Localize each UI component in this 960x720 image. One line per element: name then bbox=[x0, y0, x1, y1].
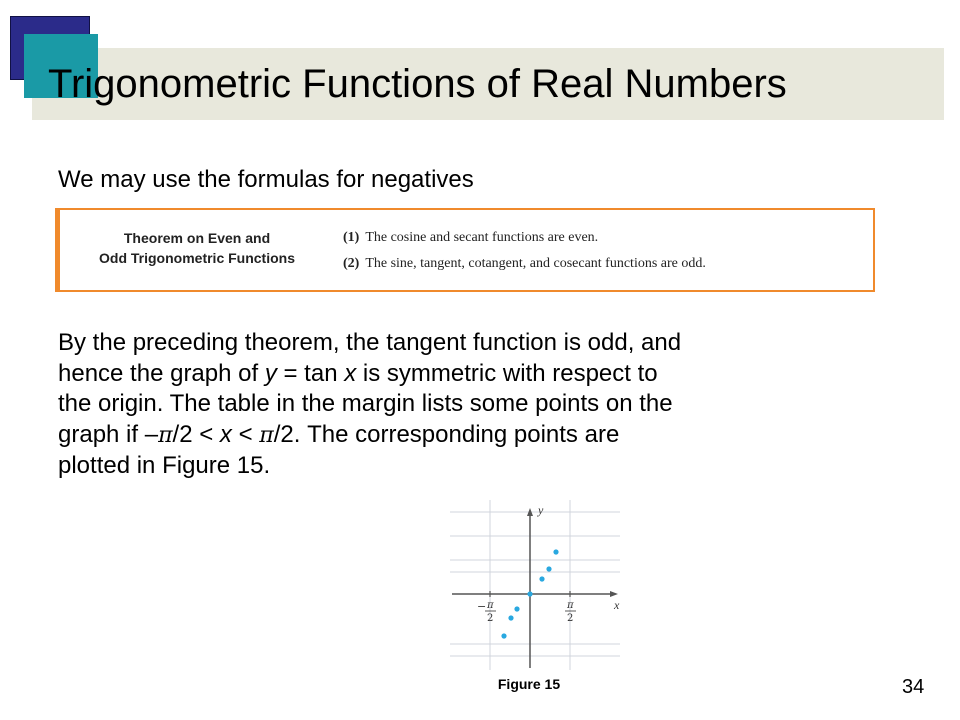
slide-title: Trigonometric Functions of Real Numbers bbox=[48, 62, 787, 106]
data-point bbox=[527, 591, 532, 596]
text-run: < bbox=[231, 420, 260, 448]
text-run: /2. The corresponding points are bbox=[273, 420, 620, 448]
theorem-item bbox=[343, 228, 706, 248]
data-point bbox=[553, 549, 558, 554]
theorem-item-text: The sine, tangent, cotangent, and cosecant functions are odd. bbox=[365, 256, 706, 271]
y-axis-label: y bbox=[538, 503, 544, 517]
text-run: is symmetric with respect to bbox=[356, 359, 658, 387]
theorem-item-number: (2) bbox=[343, 256, 360, 271]
paragraph-line bbox=[58, 359, 888, 390]
paragraph-line: the origin. The table in the margin lists some points on the bbox=[58, 390, 673, 417]
var-x: x bbox=[219, 420, 232, 448]
grid bbox=[450, 500, 620, 670]
data-point bbox=[508, 615, 513, 620]
intro-text: We may use the formulas for negatives bbox=[58, 166, 474, 193]
data-point bbox=[514, 606, 519, 611]
data-point bbox=[546, 566, 551, 571]
var-y: y bbox=[264, 359, 277, 387]
theorem-list bbox=[343, 228, 706, 280]
tick-labels bbox=[477, 600, 576, 624]
tick-label-neg-numerator: π bbox=[487, 600, 494, 611]
theorem-title bbox=[82, 228, 312, 268]
paragraph-line: By the preceding theorem, the tangent function is odd, and bbox=[58, 329, 682, 356]
x-axis-label: x bbox=[614, 598, 620, 612]
theorem-box bbox=[55, 208, 875, 292]
text-run: = tan bbox=[276, 359, 345, 387]
tick-label-neg-sign: − bbox=[477, 600, 487, 613]
pi-symbol: π bbox=[158, 422, 173, 448]
slide-number: 34 bbox=[902, 676, 925, 698]
data-point bbox=[539, 576, 544, 581]
paragraph-line: plotted in Figure 15. bbox=[58, 452, 271, 479]
theorem-item-text: The cosine and secant functions are even. bbox=[365, 230, 599, 245]
theorem-title-line2: Odd Trigonometric Functions bbox=[99, 250, 295, 266]
pi-symbol: π bbox=[259, 422, 274, 448]
x-axis-arrow bbox=[610, 591, 618, 597]
text-run: hence the graph of bbox=[58, 359, 265, 387]
text-run: /2 < bbox=[172, 420, 220, 448]
theorem-item-number: (1) bbox=[343, 230, 360, 245]
paragraph-line bbox=[58, 420, 888, 452]
figure-15-graph bbox=[450, 500, 630, 672]
var-x: x bbox=[344, 359, 357, 387]
data-point bbox=[501, 633, 506, 638]
tick-label-pos-denominator: 2 bbox=[567, 613, 574, 624]
body-paragraph bbox=[58, 328, 888, 482]
tick-label-neg-denominator: 2 bbox=[487, 613, 494, 624]
tick-label-pos-numerator: π bbox=[567, 600, 574, 611]
theorem-item bbox=[343, 254, 706, 274]
theorem-title-line1: Theorem on Even and bbox=[123, 230, 271, 246]
text-run: graph if – bbox=[58, 420, 159, 448]
figure-caption: Figure 15 bbox=[497, 676, 561, 692]
